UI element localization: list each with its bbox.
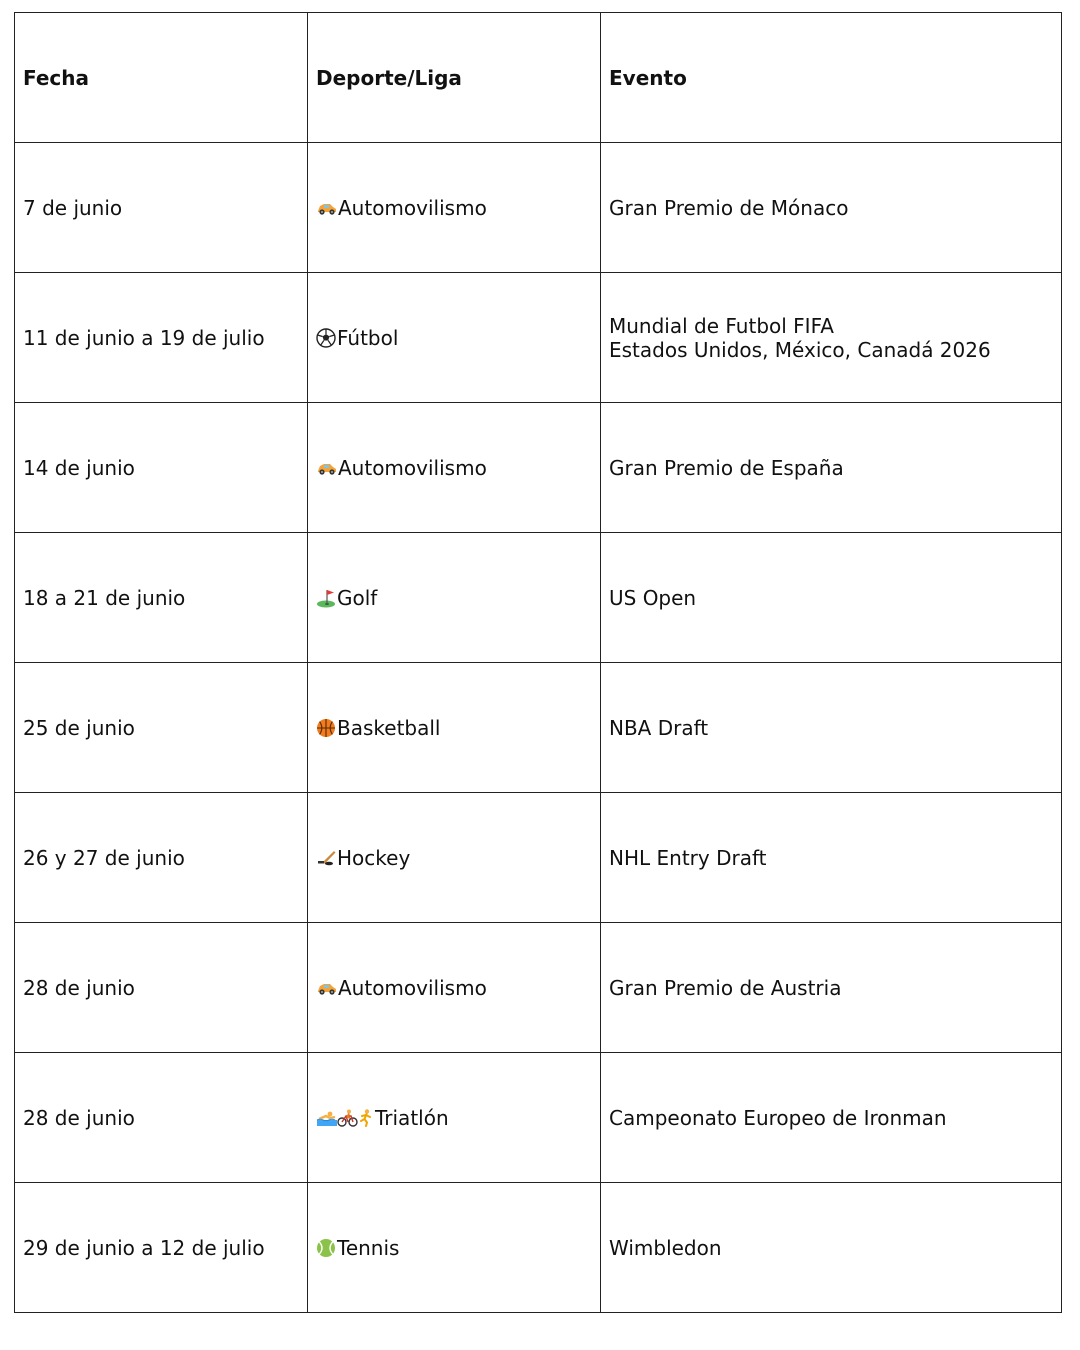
date-cell: 14 de junio xyxy=(15,403,308,533)
header-sport: Deporte/Liga xyxy=(308,13,601,143)
sport-label: Golf xyxy=(337,585,378,610)
date-cell: 29 de junio a 12 de julio xyxy=(15,1183,308,1313)
event-text: Mundial de Futbol FIFA xyxy=(609,313,834,338)
event-cell xyxy=(601,143,1062,273)
table-row xyxy=(15,1183,1062,1313)
event-cell xyxy=(601,793,1062,923)
event-cell xyxy=(601,533,1062,663)
date-cell: 25 de junio xyxy=(15,663,308,793)
swimmer-icon xyxy=(316,1109,337,1127)
sport-cell xyxy=(308,923,601,1053)
sport-cell xyxy=(308,1053,601,1183)
race-car-icon xyxy=(316,980,337,996)
sport-label: Automovilismo xyxy=(338,975,487,1000)
soccer-ball-icon xyxy=(316,328,336,348)
sport-cell xyxy=(308,143,601,273)
date-cell: 18 a 21 de junio xyxy=(15,533,308,663)
sport-label: Automovilismo xyxy=(338,195,487,220)
sport-label: Tennis xyxy=(337,1235,400,1260)
table-row xyxy=(15,1053,1062,1183)
table-row xyxy=(15,403,1062,533)
date-cell: 7 de junio xyxy=(15,143,308,273)
table-row xyxy=(15,793,1062,923)
race-car-icon xyxy=(316,200,337,216)
sport-cell xyxy=(308,793,601,923)
table-row xyxy=(15,663,1062,793)
event-text: US Open xyxy=(609,585,697,610)
basketball-icon xyxy=(316,718,336,738)
sport-cell xyxy=(308,533,601,663)
event-text: NHL Entry Draft xyxy=(609,845,767,870)
runner-icon xyxy=(358,1109,374,1127)
event-text: Campeonato Europeo de Ironman xyxy=(609,1105,947,1130)
sport-label: Basketball xyxy=(337,715,441,740)
event-text: Estados Unidos, México, Canadá 2026 xyxy=(609,337,991,362)
event-text: Gran Premio de Austria xyxy=(609,975,842,1000)
event-cell xyxy=(601,1053,1062,1183)
date-cell: 28 de junio xyxy=(15,1053,308,1183)
event-text: Gran Premio de Mónaco xyxy=(609,195,849,220)
event-cell xyxy=(601,663,1062,793)
table-row xyxy=(15,533,1062,663)
sport-cell xyxy=(308,273,601,403)
event-cell xyxy=(601,923,1062,1053)
event-text: Wimbledon xyxy=(609,1235,722,1260)
sport-label: Hockey xyxy=(337,845,411,870)
sport-cell xyxy=(308,403,601,533)
date-cell: 28 de junio xyxy=(15,923,308,1053)
sport-label: Automovilismo xyxy=(338,455,487,480)
tennis-ball-icon xyxy=(316,1238,336,1258)
date-cell: 26 y 27 de junio xyxy=(15,793,308,923)
event-cell xyxy=(601,403,1062,533)
cyclist-icon xyxy=(337,1109,358,1127)
golf-flag-icon xyxy=(316,588,336,608)
sport-cell xyxy=(308,1183,601,1313)
header-date: Fecha xyxy=(15,13,308,143)
table-row xyxy=(15,923,1062,1053)
sport-label: Triatlón xyxy=(375,1105,449,1130)
sport-cell xyxy=(308,663,601,793)
events-table xyxy=(14,12,1062,1313)
event-cell xyxy=(601,273,1062,403)
header-event: Evento xyxy=(601,13,1062,143)
table-row xyxy=(15,143,1062,273)
sport-label: Fútbol xyxy=(337,325,399,350)
date-cell: 11 de junio a 19 de julio xyxy=(15,273,308,403)
race-car-icon xyxy=(316,460,337,476)
table-header-row xyxy=(15,13,1062,143)
event-cell xyxy=(601,1183,1062,1313)
table-row xyxy=(15,273,1062,403)
ice-hockey-icon xyxy=(316,849,336,867)
event-text: Gran Premio de España xyxy=(609,455,844,480)
event-text: NBA Draft xyxy=(609,715,709,740)
